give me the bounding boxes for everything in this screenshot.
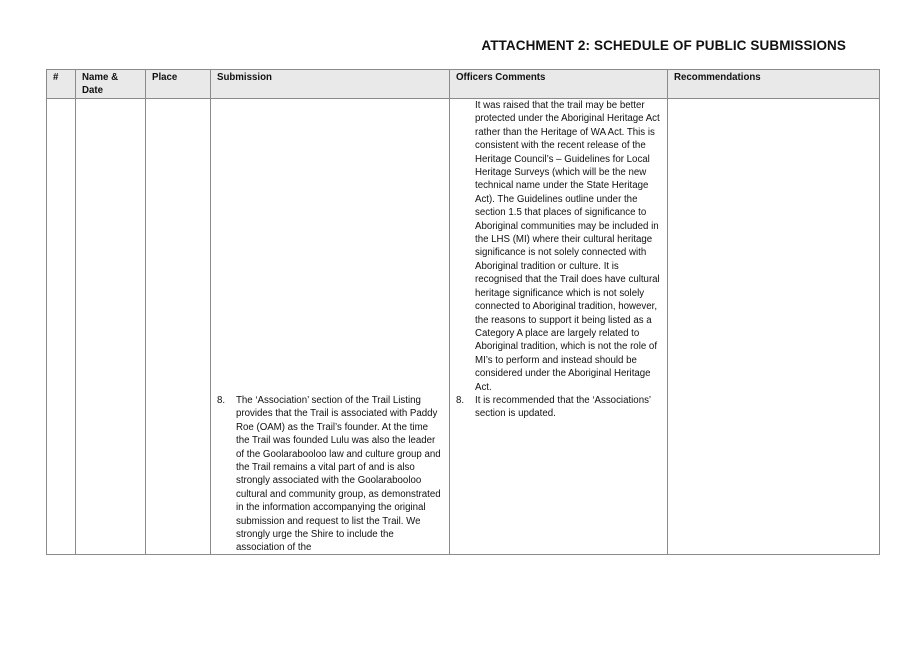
page-title: ATTACHMENT 2: SCHEDULE OF PUBLIC SUBMISSIONS (481, 38, 846, 53)
column-header-number: # (47, 70, 76, 99)
officers-comment-item-text: It is recommended that the ‘Associations’ section is updated. (475, 394, 651, 420)
column-header-place: Place (146, 70, 211, 99)
cell-submission (211, 99, 450, 555)
submission-item-text: The ‘Association’ section of the Trail Listing provides that the Trail is associated with Paddy Roe (OAM) as the Trail’s founder. At the time the Trail was founded Lulu was also the leader of the Goolarabooloo law and culture group and the Trail remains a vital part of and is also strongly associated with the Goolarabooloo cultural and community group, as demonstrated in the information accompanying the original submission and request to list the Trail. We strongly urge the Shire to include the association of the (236, 395, 441, 554)
table-header-row (47, 70, 880, 99)
officers-comment-continued (456, 99, 661, 394)
cell-officers-comments (450, 99, 668, 555)
submissions-table (46, 69, 880, 555)
column-header-recommendations: Recommendations (668, 70, 880, 99)
officers-comment-continued-text: It was raised that the trail may be better protected under the Aboriginal Heritage Act rather than the Heritage of WA Act. This is consistent with the recent release of the Heritage Council’s – Guidelines for Local Heritage Surveys (which will be the new technical name under the State Heritage Act). The Guidelines outline under the section 1.5 that places of significance to Aboriginal communities may be included in the LHS (MI) where their cultural heritage significance is not solely connected with Aboriginal tradition or culture. It is recognised that the Trail does have cultural heritage significance which is not solely connected to Aboriginal tradition, however, the reasons to support it being listed as a Category A place are largely related to Aboriginal tradition, which is not the role of MI’s to perform and instead should be considered under the Aboriginal Heritage Act. (475, 100, 660, 393)
cell-recommendations (668, 99, 880, 555)
column-header-submission: Submission (211, 70, 450, 99)
cell-name-date (76, 99, 146, 555)
column-header-officers-comments: Officers Comments (450, 70, 668, 99)
officers-comment-item (456, 394, 661, 421)
cell-place (146, 99, 211, 555)
officers-comment-item-number: 8. (456, 394, 465, 406)
submission-item (217, 394, 443, 554)
submission-item-number: 8. (217, 395, 226, 406)
table-row (47, 99, 880, 555)
column-header-name-date: Name & Date (76, 70, 146, 99)
cell-number (47, 99, 76, 555)
